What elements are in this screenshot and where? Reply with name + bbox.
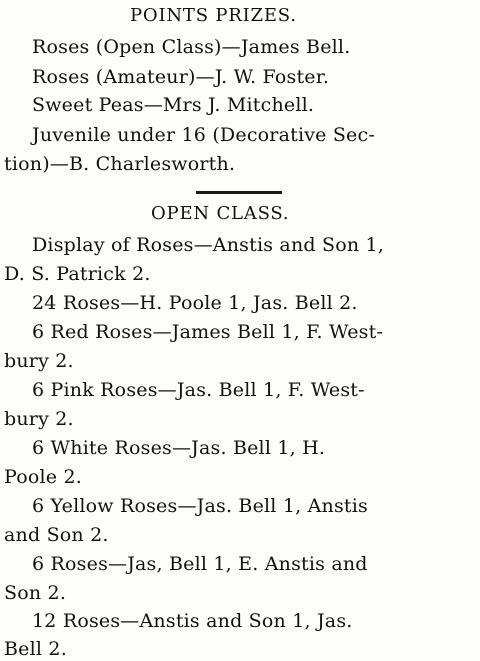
open-class-line: 6 Red Roses—James Bell 1, F. West- <box>32 321 384 343</box>
points-prize-line: Roses (Open Class)—James Bell. <box>32 36 351 58</box>
open-class-line: Poole 2. <box>4 466 82 488</box>
points-prizes-heading: POINTS PRIZES. <box>130 5 297 26</box>
section-divider <box>196 191 282 194</box>
open-class-line: Display of Roses—Anstis and Son 1, <box>32 234 385 256</box>
open-class-line: Bell 2. <box>4 638 67 660</box>
points-prize-line: tion)—B. Charlesworth. <box>4 153 236 175</box>
open-class-line: 12 Roses—Anstis and Son 1, Jas. <box>32 610 353 632</box>
open-class-line: Son 2. <box>4 582 67 604</box>
points-prize-line: Sweet Peas—Mrs J. Mitchell. <box>32 94 315 116</box>
open-class-line: 24 Roses—H. Poole 1, Jas. Bell 2. <box>32 292 358 314</box>
open-class-line: 6 White Roses—Jas. Bell 1, H. <box>32 437 326 459</box>
points-prize-line: Roses (Amateur)—J. W. Foster. <box>32 66 330 88</box>
open-class-line: bury 2. <box>4 408 74 430</box>
open-class-line: 6 Roses—Jas, Bell 1, E. Anstis and <box>32 553 368 575</box>
open-class-line: D. S. Patrick 2. <box>4 263 151 285</box>
open-class-line: bury 2. <box>4 350 74 372</box>
open-class-line: 6 Pink Roses—Jas. Bell 1, F. West- <box>32 379 365 401</box>
points-prize-line: Juvenile under 16 (Decorative Sec- <box>32 124 375 146</box>
open-class-line: and Son 2. <box>4 524 109 546</box>
open-class-line: 6 Yellow Roses—Jas. Bell 1, Anstis <box>32 495 368 517</box>
open-class-heading: OPEN CLASS. <box>151 203 290 224</box>
